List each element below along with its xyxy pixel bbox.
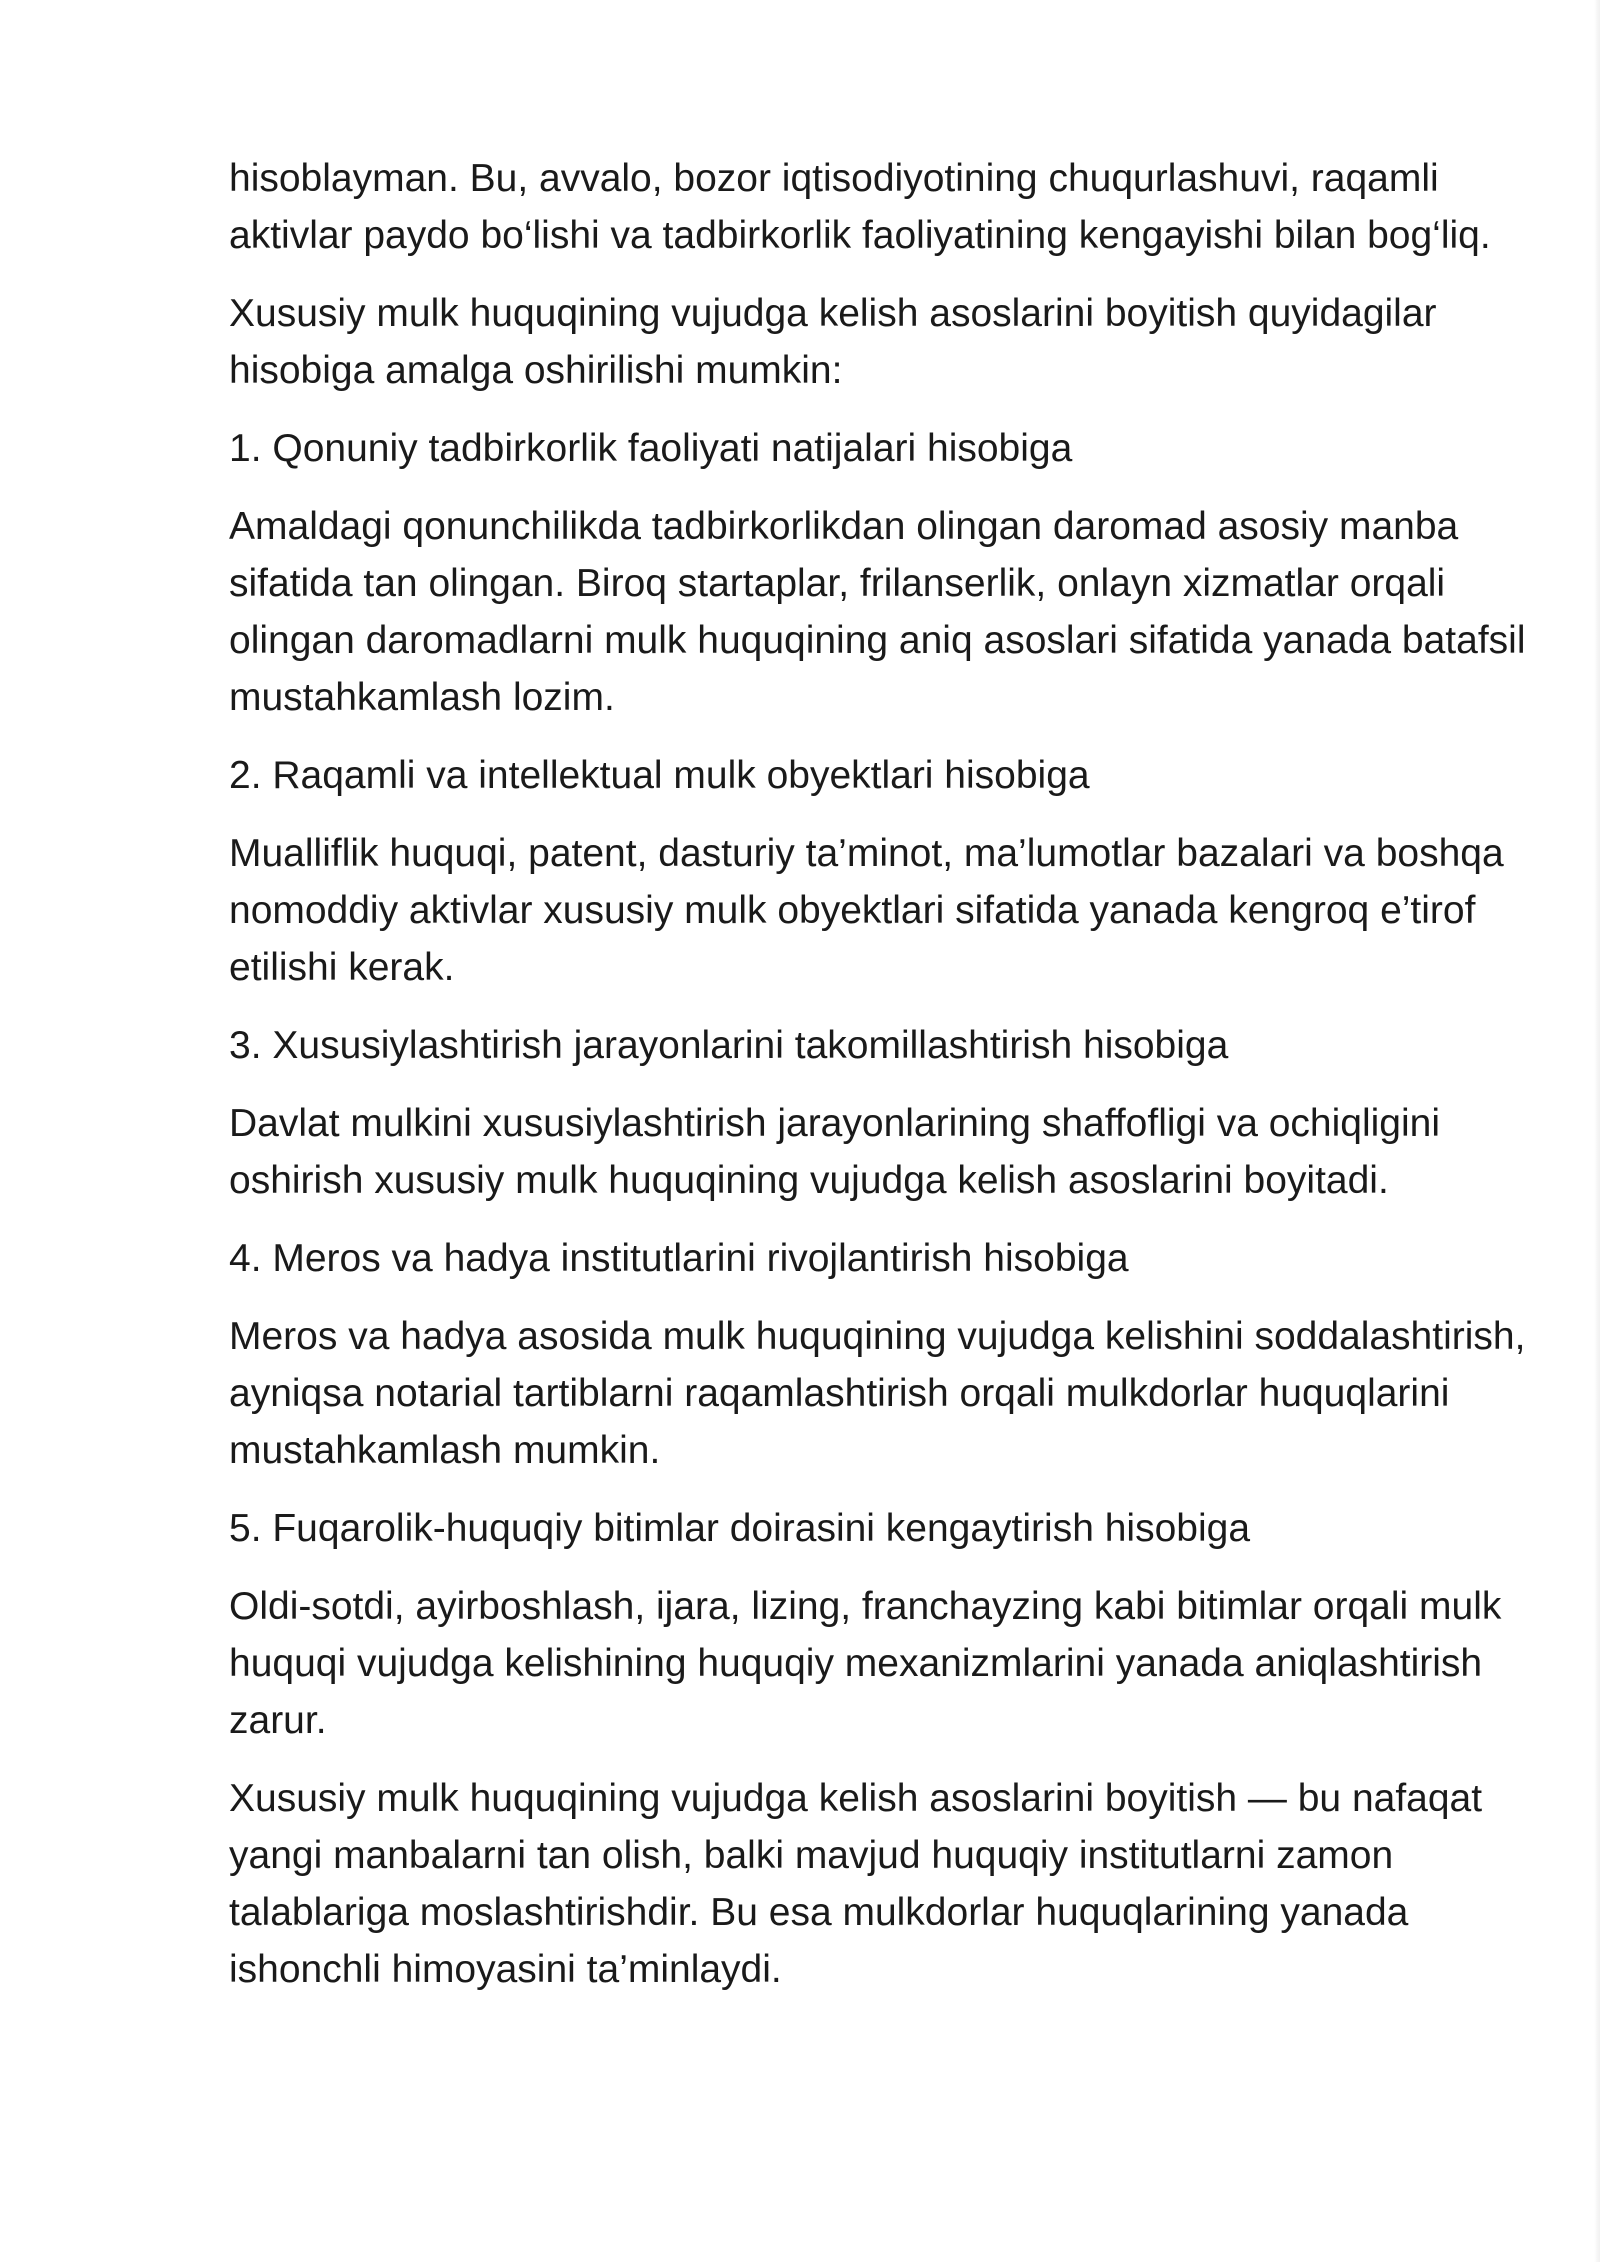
- paragraph-digital-property: Mualliflik huquqi, patent, dasturiy ta’minot, ma’lumotlar bazalari va boshqa nomoddiy aktivlar xususiy mulk obyektlari sifatida yanada kengroq e’tirof etilishi kerak.: [229, 832, 1504, 989]
- numbered-heading-5: 5. Fuqarolik-huquqiy bitimlar doirasini kengaytirish hisobiga: [229, 1507, 1251, 1550]
- page-edge-shadow: [1594, 0, 1600, 2262]
- numbered-heading-2: 2. Raqamli va intellektual mulk obyektlari hisobiga: [229, 754, 1090, 797]
- paragraph-conclusion: Xususiy mulk huquqining vujudga kelish asoslarini boyitish — bu nafaqat yangi manbalarni tan olish, balki mavjud huquqiy institutlarni zamon talablariga moslashtirishdir. Bu esa mulkdorlar huquqlarining yanada ishonchli himoyasini ta’minlaydi.: [229, 1777, 1483, 1991]
- paragraph-entrepreneurship: Amaldagi qonunchilikda tadbirkorlikdan olingan daromad asosiy manba sifatida tan olingan. Biroq startaplar, frilanserlik, onlayn xizmatlar orqali olingan daromadlarni mulk huquqining aniq asoslari sifatida yanada batafsil mustahkamlash lozim.: [229, 505, 1526, 719]
- paragraph-privatization: Davlat mulkini xususiylashtirish jarayonlarining shaffofligi va ochiqligini oshirish xususiy mulk huquqining vujudga kelish asoslarini boyitadi.: [229, 1102, 1441, 1202]
- numbered-heading-3: 3. Xususiylashtirish jarayonlarini takomillashtirish hisobiga: [229, 1024, 1229, 1067]
- paragraph-inheritance: Meros va hadya asosida mulk huquqining vujudga kelishini soddalashtirish, ayniqsa notarial tartiblarni raqamlashtirish orqali mulkdorlar huquqlarini mustahkamlash mumkin.: [229, 1315, 1526, 1472]
- document-body: [229, 150, 1529, 2019]
- paragraph-civil-transactions: Oldi-sotdi, ayirboshlash, ijara, lizing, franchayzing kabi bitimlar orqali mulk huquqi vujudga kelishining huquqiy mexanizmlarini yanada aniqlashtirish zarur.: [229, 1585, 1502, 1742]
- numbered-heading-4: 4. Meros va hadya institutlarini rivojlantirish hisobiga: [229, 1237, 1129, 1280]
- paragraph-intro-continuation: hisoblayman. Bu, avvalo, bozor iqtisodiyotining chuqurlashuvi, raqamli aktivlar paydo bo‘lishi va tadbirkorlik faoliyatining kengayishi bilan bog‘liq.: [229, 157, 1491, 257]
- paragraph-lead-in: Xususiy mulk huquqining vujudga kelish asoslarini boyitish quyidagilar hisobiga amalga oshirilishi mumkin:: [229, 292, 1437, 392]
- numbered-heading-1: 1. Qonuniy tadbirkorlik faoliyati natijalari hisobiga: [229, 427, 1073, 470]
